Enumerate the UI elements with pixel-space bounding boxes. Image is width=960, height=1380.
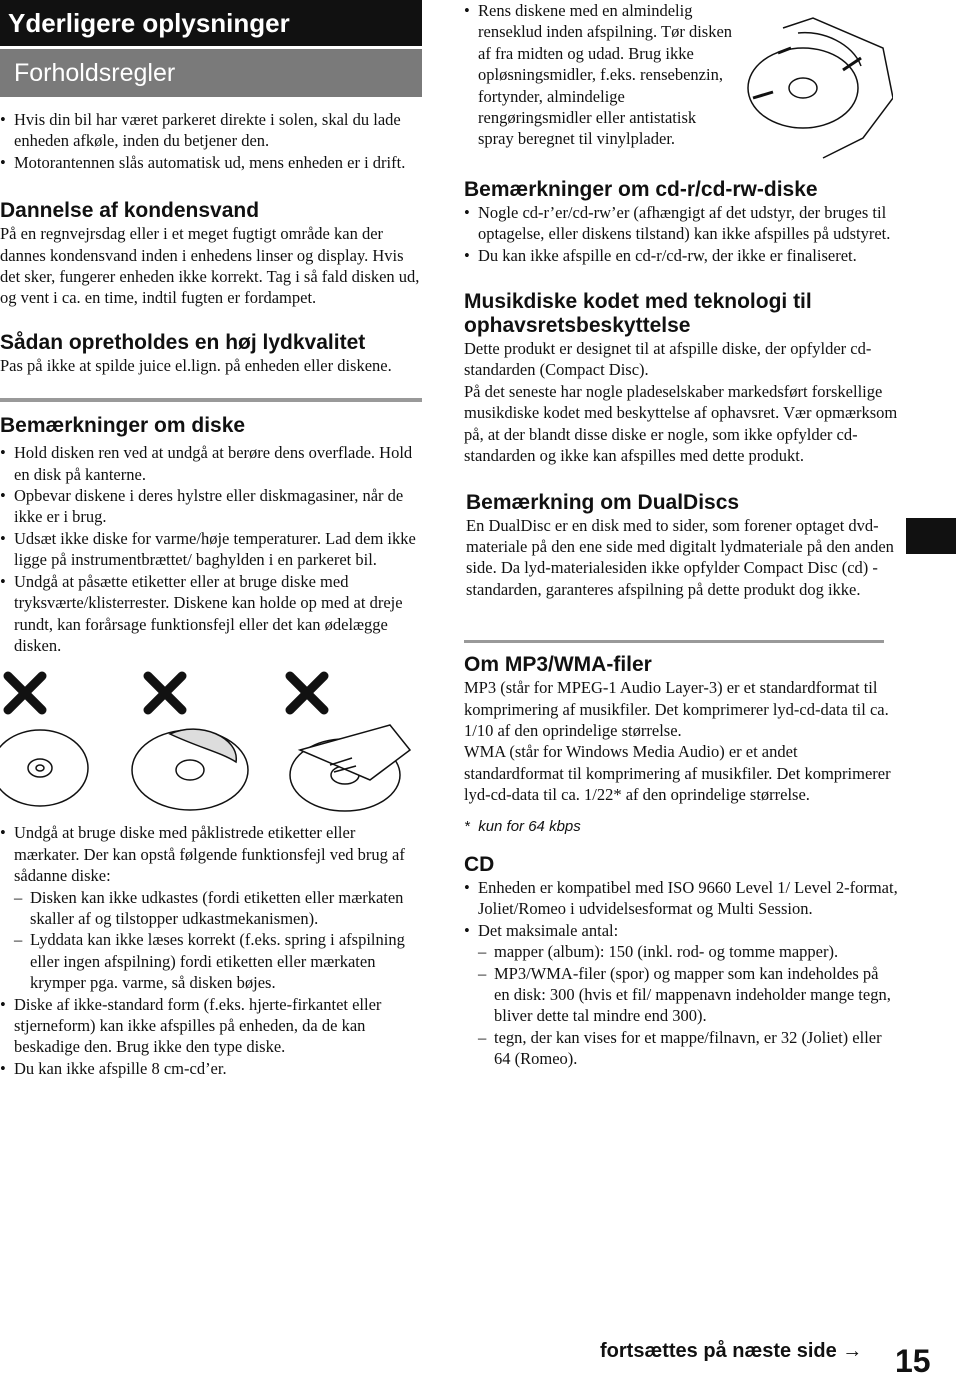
list-item: – tegn, der kan vises for et mappe/filnavn, er 32 (Joliet) eller 64 (Romeo).: [464, 1027, 898, 1070]
footnote-text: kun for 64 kbps: [478, 817, 581, 835]
cd-list: [464, 877, 898, 1070]
list-item: • Hold disken ren ved at undgå at berøre dens overflade. Hold en disk på kanterne.: [0, 442, 422, 485]
divider: [464, 640, 884, 643]
copyright-heading: [464, 290, 898, 338]
disc-warning-illustrations: [0, 670, 422, 820]
footnote: [464, 816, 898, 837]
list-item: – MP3/WMA-filer (spor) og mapper som kan indeholdes på en disk: 300 (hvis et fil/ mappenavn indeholder mange tegn, bliver dette tal mindre end 300).: [464, 963, 898, 1027]
cdr-heading: Bemærkninger om cd-r/cd-rw-diske: [464, 177, 818, 201]
cleaning-block: [458, 0, 898, 150]
left-column: [0, 0, 422, 1079]
list-item: • Udsæt ikke diske for varme/høje temperaturer. Lad dem ikke ligge på instrumentbrættet/ baghylden i en parkeret bil.: [0, 528, 422, 571]
quality-text: Pas på ikke at spilde juice el.lign. på enheden eller diskene.: [0, 355, 392, 375]
list-item: • Det maksimale antal:: [464, 920, 898, 941]
cd-heading: CD: [464, 852, 495, 876]
copyright-heading-line2: ophavsretsbeskyttelse: [464, 314, 691, 338]
list-item: • Undgå at påsætte etiketter eller at bruge diske med tryksværte/klisterrester. Diskene kan holde op med at dreje rundt, kan forårsage funktionsfejl eller det kan ødelægge disken.: [0, 571, 422, 657]
disc-warnings-image: [0, 670, 422, 820]
right-column: [458, 0, 898, 1070]
cleaning-list: [464, 0, 734, 150]
copyright-text-2: På det seneste har nogle pladeselskaber markedsført forskellige musikdiske kodet med beskyttelse af ophavsret. Vær opmærksom på, at der blandt disse diske er nogle, som ikke opfylder cd-standarden og ikke kan afspilles med dette produkt.: [464, 381, 898, 466]
list-item: – Disken kan ikke udkastes (fordi etiketten eller mærkaten skaller af og tilstopper udkastmekanismen).: [0, 887, 422, 930]
list-item: • Motorantennen slås automatisk ud, mens enheden er i drift.: [0, 152, 422, 173]
disc-cleaning-image: [743, 8, 893, 168]
list-item: • Du kan ikke afspille en cd-r/cd-rw, der ikke er finaliseret.: [464, 245, 898, 266]
mp3-text-1: MP3 (står for MPEG-1 Audio Layer-3) er et standardformat til komprimering af musikfiler. Det komprimerer lyd-cd-data til ca. 1/10 af den oprindelige størrelse.: [464, 678, 889, 740]
list-item: • Undgå at bruge diske med påklistrede etiketter eller mærkater. Der kan opstå følgende funktionsfejl ved brug af sådanne diske:: [0, 822, 422, 886]
discs-list: [0, 442, 422, 656]
list-item: • Enheden er kompatibel med ISO 9660 Level 1/ Level 2-format, Joliet/Romeo i udvidelsesformat og Multi Session.: [464, 877, 898, 920]
labels-list: [0, 822, 422, 1079]
copyright-heading-line1: Musikdiske kodet med teknologi til: [464, 290, 812, 314]
divider: [0, 398, 422, 402]
dualdisc-section: [466, 491, 898, 601]
section-tab-marker: [906, 518, 956, 554]
discs-heading: Bemærkninger om diske: [0, 414, 246, 438]
copyright-section: [464, 290, 898, 466]
dualdisc-heading: Bemærkning om DualDiscs: [466, 490, 740, 514]
disc-icon: [0, 725, 410, 811]
intro-list: [0, 109, 422, 173]
mp3-text-2: WMA (står for Windows Media Audio) er et andet standardformat til komprimering af musikfiler. Det komprimerer lyd-cd-data til ca. 1/22* af den oprindelige størrelse.: [464, 742, 891, 805]
cdr-list: [464, 202, 898, 266]
list-item: • Hvis din bil har været parkeret direkte i solen, skal du lade enheden afkøle, inden du betjener den.: [0, 109, 422, 152]
list-item: • Diske af ikke-standard form (f.eks. hjerte-firkantet eller stjerneform) kan ikke afspilles på enheden, da de kan beskadige den. Brug ikke den type diske.: [0, 994, 422, 1058]
list-item: • Opbevar diskene i deres hylstre eller diskmagasiner, når de ikke er i brug.: [0, 485, 422, 528]
section-title: Yderligere oplysninger: [0, 0, 422, 46]
cd-section: [464, 853, 898, 1070]
forbidden-icon: [8, 676, 324, 710]
footnote-mark: *: [464, 817, 470, 835]
list-item: • Rens diskene med en almindelig renseklud inden afspilning. Tør disken af fra midten og udad. Brug ikke opløsningsmidler, f.eks. rensebenzin, fortynder, almindelige rengøringsmidler eller antistatisk spray beregnet til vinylplader.: [464, 0, 734, 150]
page-number: 15: [895, 1343, 931, 1379]
subsection-title: Forholdsregler: [0, 49, 422, 97]
condensation-text: På en regnvejrsdag eller i et meget fugtigt område kan der dannes kondensvand inden i enhedens linser og display. Hvis det sker, fungerer enheden ikke korrekt. Tag i så fald disken ud, og vent i ca. en time, indtil fugten er fordampet.: [0, 224, 420, 308]
mp3-heading: Om MP3/WMA-filer: [464, 653, 652, 677]
list-item: • Du kan ikke afspille 8 cm-cd’er.: [0, 1058, 422, 1079]
continued-note: [600, 1340, 862, 1363]
list-item: – mapper (album): 150 (inkl. rod- og tomme mapper).: [464, 941, 898, 962]
continued-text: fortsættes på næste side: [600, 1340, 837, 1362]
dualdisc-text: En DualDisc er en disk med to sider, som forener optaget dvd-materiale på den ene side med digitalt lydmateriale på den anden side. Da lyd-materialesiden ikke opfylder Compact Disc (cd) -standarden, garanteres afspilning på dette produkt dog ikke.: [466, 515, 894, 599]
list-item: • Nogle cd-r’er/cd-rw’er (afhængigt af det udstyr, der bruges til optagelse, eller diskens tilstand) kan ikke afspilles på udstyret.: [464, 202, 898, 245]
condensation-heading: Dannelse af kondensvand: [0, 199, 260, 223]
mp3-section: [464, 653, 898, 837]
arrow-right-icon: →: [842, 1340, 863, 1362]
list-item: – Lyddata kan ikke læses korrekt (f.eks. spring i afspilning eller ingen afspilning) fordi etiketten eller mærkaten krymper pga. varme, så disken bøjes.: [0, 929, 422, 993]
copyright-text-1: Dette produkt er designet til at afspille diske, der opfylder cd-standarden (Compact Disc).: [464, 339, 872, 380]
quality-heading: Sådan opretholdes en høj lydkvalitet: [0, 330, 366, 354]
